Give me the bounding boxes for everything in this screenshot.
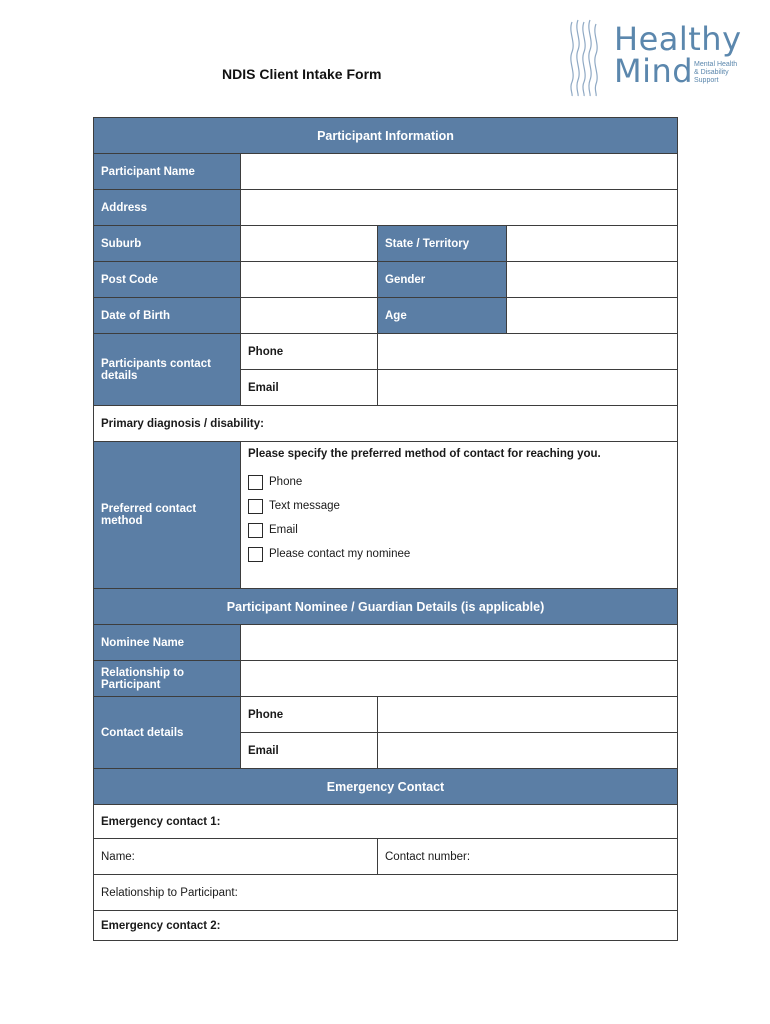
participant-name-label: Participant Name bbox=[94, 154, 241, 190]
nominee-email-label: Email bbox=[241, 733, 378, 769]
suburb-label: Suburb bbox=[94, 226, 241, 262]
postcode-field[interactable] bbox=[241, 262, 378, 298]
diagnosis-field[interactable]: Primary diagnosis / disability: bbox=[94, 406, 678, 442]
logo-word-mind: Mind bbox=[614, 52, 694, 90]
participant-phone-label: Phone bbox=[241, 334, 378, 370]
age-label: Age bbox=[378, 298, 507, 334]
option-nominee[interactable]: Please contact my nominee bbox=[248, 542, 670, 566]
nominee-email-field[interactable] bbox=[378, 733, 678, 769]
emergency-name-field[interactable]: Name: bbox=[94, 839, 378, 875]
nominee-relationship-label: Relationship to Participant bbox=[94, 661, 241, 697]
state-label: State / Territory bbox=[378, 226, 507, 262]
postcode-label: Post Code bbox=[94, 262, 241, 298]
section-participant-info: Participant Information bbox=[94, 118, 678, 154]
nominee-contact-label: Contact details bbox=[94, 697, 241, 769]
nominee-name-field[interactable] bbox=[241, 625, 678, 661]
emergency-contact-2-label: Emergency contact 2: bbox=[94, 911, 678, 941]
emergency-relationship-field[interactable]: Relationship to Participant: bbox=[94, 875, 678, 911]
preferred-contact-cell bbox=[241, 442, 678, 589]
preferred-contact-prompt: Please specify the preferred method of contact for reaching you. bbox=[248, 448, 601, 460]
preferred-contact-label: Preferred contact method bbox=[94, 442, 241, 589]
emergency-number-field[interactable]: Contact number: bbox=[378, 839, 678, 875]
nominee-phone-label: Phone bbox=[241, 697, 378, 733]
logo-word-healthy: Healthy bbox=[614, 20, 742, 58]
gender-field[interactable] bbox=[507, 262, 678, 298]
state-field[interactable] bbox=[507, 226, 678, 262]
option-email[interactable]: Email bbox=[248, 518, 670, 542]
logo-subtitle: Mental Health & Disability Support bbox=[694, 61, 738, 84]
suburb-field[interactable] bbox=[241, 226, 378, 262]
checkbox-text-message[interactable] bbox=[248, 499, 263, 514]
address-field[interactable] bbox=[241, 190, 678, 226]
age-field[interactable] bbox=[507, 298, 678, 334]
page-title: NDIS Client Intake Form bbox=[222, 66, 382, 82]
dob-label: Date of Birth bbox=[94, 298, 241, 334]
option-text-message[interactable]: Text message bbox=[248, 494, 670, 518]
gender-label: Gender bbox=[378, 262, 507, 298]
participant-name-field[interactable] bbox=[241, 154, 678, 190]
dob-field[interactable] bbox=[241, 298, 378, 334]
participant-contact-label: Participants contact details bbox=[94, 334, 241, 406]
section-emergency: Emergency Contact bbox=[94, 769, 678, 805]
participant-email-label: Email bbox=[241, 370, 378, 406]
checkbox-nominee[interactable] bbox=[248, 547, 263, 562]
checkbox-email[interactable] bbox=[248, 523, 263, 538]
nominee-relationship-field[interactable] bbox=[241, 661, 678, 697]
option-phone[interactable]: Phone bbox=[248, 470, 670, 494]
section-nominee: Participant Nominee / Guardian Details (is applicable) bbox=[94, 589, 678, 625]
nominee-phone-field[interactable] bbox=[378, 697, 678, 733]
participant-email-field[interactable] bbox=[378, 370, 678, 406]
nominee-name-label: Nominee Name bbox=[94, 625, 241, 661]
checkbox-phone[interactable] bbox=[248, 475, 263, 490]
wave-lines-icon bbox=[566, 18, 606, 98]
healthy-mind-logo bbox=[566, 18, 746, 98]
emergency-contact-1-label: Emergency contact 1: bbox=[94, 805, 678, 839]
participant-phone-field[interactable] bbox=[378, 334, 678, 370]
address-label: Address bbox=[94, 190, 241, 226]
intake-form-table bbox=[93, 117, 678, 941]
